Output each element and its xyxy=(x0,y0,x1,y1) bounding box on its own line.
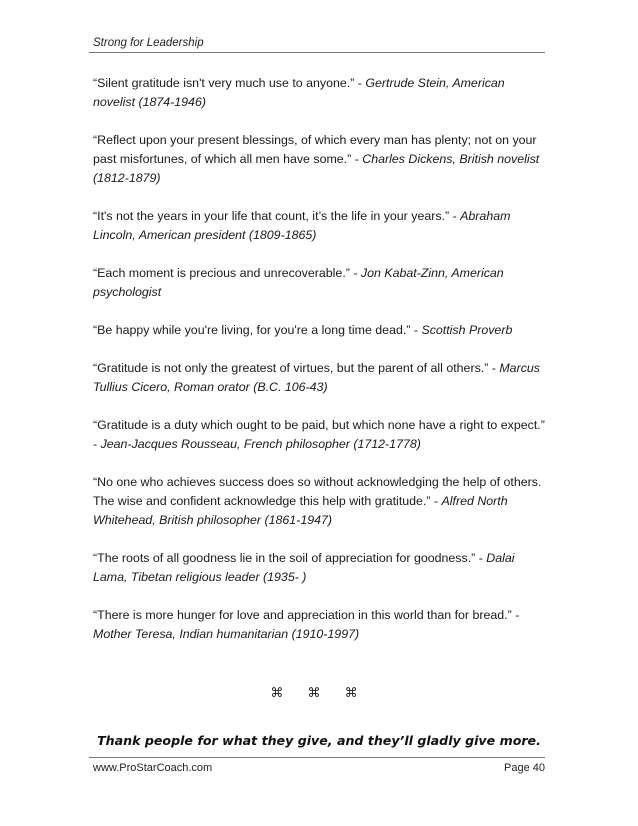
quote-text: “Gratitude is not only the greatest of virtues, but the parent of all others.” - xyxy=(93,361,500,375)
quote-text: “No one who achieves success does so without acknowledging the help of others. The wise and confident acknowledge this help with gratitude.” - xyxy=(93,475,542,508)
footer-url: www.ProStarCoach.com xyxy=(93,762,213,774)
quote-text: “Each moment is precious and unrecoverable.” - xyxy=(93,266,361,280)
quote-item xyxy=(93,359,545,397)
quote-item xyxy=(93,207,545,245)
quote-item xyxy=(93,74,545,112)
footer-divider xyxy=(89,757,545,758)
section-ornament: ⌘ ⌘ ⌘ xyxy=(270,686,368,701)
quote-attribution: Jon Kabat-Zinn, American psychologist xyxy=(93,266,504,299)
header-divider xyxy=(89,52,545,53)
quote-item xyxy=(93,416,545,454)
quote-text: “Silent gratitude isn't very much use to anyone.” - xyxy=(93,76,366,90)
quote-text: “The roots of all goodness lie in the soil of appreciation for goodness.” - xyxy=(93,551,487,565)
quote-attribution: Scottish Proverb xyxy=(421,323,513,337)
quote-text: “Reflect upon your present blessings, of which every man has plenty; not on your past misfortunes, of which all men have some.” - xyxy=(93,133,537,166)
quotes-list xyxy=(93,74,545,663)
quote-attribution: Alfred North Whitehead, British philosopher (1861-1947) xyxy=(93,494,508,527)
quote-item xyxy=(93,606,545,644)
quote-text: “It's not the years in your life that count, it’s the life in your years.” - xyxy=(93,209,461,223)
quote-attribution: Gertrude Stein, American novelist (1874-1946) xyxy=(93,76,505,109)
quote-attribution: Charles Dickens, British novelist (1812-1879) xyxy=(93,152,540,185)
quote-text: “There is more hunger for love and appreciation in this world than for bread.” - xyxy=(93,608,520,622)
page-number: Page 40 xyxy=(504,762,545,774)
quote-item xyxy=(93,473,545,530)
tagline: Thank people for what they give, and they’ll gladly give more. xyxy=(97,733,541,748)
quote-attribution: Marcus Tullius Cicero, Roman orator (B.C. 106-43) xyxy=(93,361,540,394)
quote-attribution: Abraham Lincoln, American president (1809-1865) xyxy=(93,209,511,242)
quote-attribution: Mother Teresa, Indian humanitarian (1910-1997) xyxy=(93,627,360,641)
quote-item xyxy=(93,264,545,302)
quote-item xyxy=(93,321,545,340)
quote-item xyxy=(93,549,545,587)
quote-attribution: Dalai Lama, Tibetan religious leader (1935- ) xyxy=(93,551,515,584)
quote-attribution: Jean-Jacques Rousseau, French philosopher (1712-1778) xyxy=(100,437,421,451)
header-title: Strong for Leadership xyxy=(93,37,204,49)
quote-text: “Gratitude is a duty which ought to be paid, but which none have a right to expect.” - xyxy=(93,418,545,451)
quote-item xyxy=(93,131,545,188)
quote-text: “Be happy while you're living, for you're a long time dead.” - xyxy=(93,323,422,337)
